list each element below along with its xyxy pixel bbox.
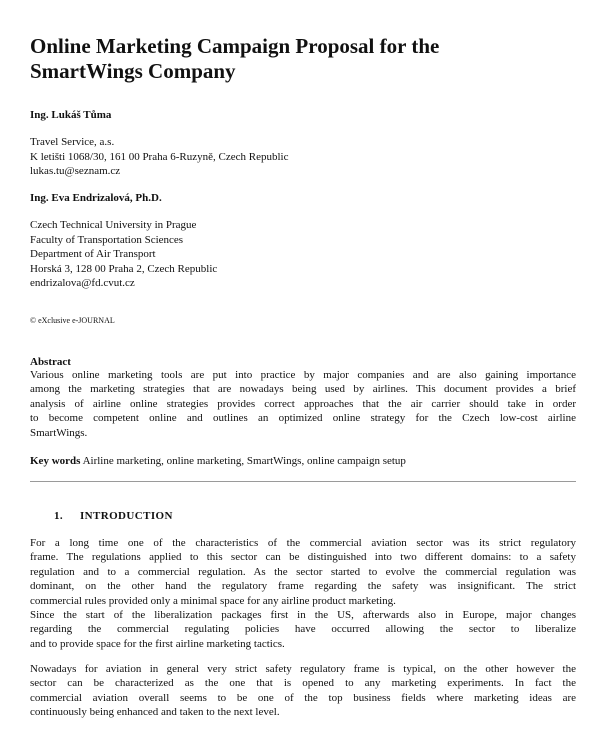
author-2-name: Ing. Eva Endrizalová, Ph.D.: [30, 192, 162, 204]
author-1-email: lukas.tu@seznam.cz: [30, 165, 121, 177]
section-divider: [30, 481, 576, 482]
intro-line: and to provide space for the first airline marketing tactics.: [30, 637, 285, 650]
intro-paragraph-2: [30, 662, 576, 720]
paper-title-line-1: Online Marketing Campaign Proposal for the: [30, 34, 440, 58]
copyright-notice: © eXclusive e-JOURNAL: [30, 316, 115, 325]
intro-line: continuously being enhanced and taken to the next level.: [30, 706, 280, 719]
intro-line: sector can be characterized as the one that is opened to any marketing experiments. In fact the: [30, 677, 576, 690]
intro-line: Nowadays for aviation in general very strict safety regulatory frame is typical, on the other however the: [30, 663, 576, 675]
intro-line: For a long time one of the characteristics of the commercial aviation sector was its strict regulatory: [30, 537, 576, 549]
abstract-line: to become competent online and outlines an optimized online strategy for the Czech low-cost airline: [30, 412, 576, 425]
abstract-text: [30, 368, 576, 440]
keywords-text: Airline marketing, online marketing, SmartWings, online campaign setup: [80, 455, 406, 467]
paper-title: [30, 34, 578, 84]
author-2-faculty: Faculty of Transportation Sciences: [30, 233, 184, 246]
abstract-heading: Abstract: [30, 356, 71, 368]
abstract-line: analysis of airline online strategies provides correct approaches that the air carrier should take in order: [30, 397, 576, 410]
author-1-company: Travel Service, a.s.: [30, 136, 115, 148]
author-1-name: Ing. Lukáš Tůma: [30, 109, 112, 121]
intro-line: frame. The regulations applied to this sector can be distinguished into two different domains: to a safety: [30, 551, 576, 564]
intro-line: commercial rules provided only a minimal space for any airline product marketing.: [30, 594, 396, 607]
intro-line: dominant, on the other hand the regulatory frame regarding the safety was insignificant. The strict: [30, 580, 576, 593]
author-1-affiliation: [30, 135, 288, 179]
abstract-line: SmartWings.: [30, 426, 88, 439]
author-2-university: Czech Technical University in Prague: [30, 219, 197, 231]
paper-title-line-2: SmartWings Company: [30, 59, 236, 83]
intro-line: regarding the commercial regulating policies have occurred allowing the sector to liberalize: [30, 623, 576, 636]
intro-line: commercial aviation overall seems to be one of the top business fields where marketing ideas are: [30, 691, 576, 704]
keywords: [30, 454, 406, 468]
author-2-department: Department of Air Transport: [30, 248, 156, 260]
section-heading: [54, 510, 173, 523]
intro-line: regulation and to a commercial regulation. As the sector started to evolve the commercial regulation was: [30, 565, 576, 578]
author-1-street: K letišti 1068/30, 161 00 Praha 6-Ruzyně, Czech Republic: [30, 150, 289, 163]
author-2-street: Horská 3, 128 00 Praha 2, Czech Republic: [30, 262, 218, 275]
section-title: INTRODUCTION: [80, 510, 173, 522]
abstract-line: among the marketing strategies that are nowadays being used by airlines. This document provides a brief: [30, 383, 576, 396]
intro-line: Since the start of the liberalization packages first in the US, afterwards also in Europe, major changes: [30, 608, 576, 621]
author-2-email: endrizalova@fd.cvut.cz: [30, 277, 135, 289]
keywords-label: Key words: [30, 455, 81, 467]
abstract-line: Various online marketing tools are put into practice by major companies and are also gaining importance: [30, 369, 576, 381]
author-2-affiliation: [30, 218, 217, 291]
section-number: 1.: [54, 510, 64, 522]
intro-paragraph-1: [30, 536, 576, 651]
